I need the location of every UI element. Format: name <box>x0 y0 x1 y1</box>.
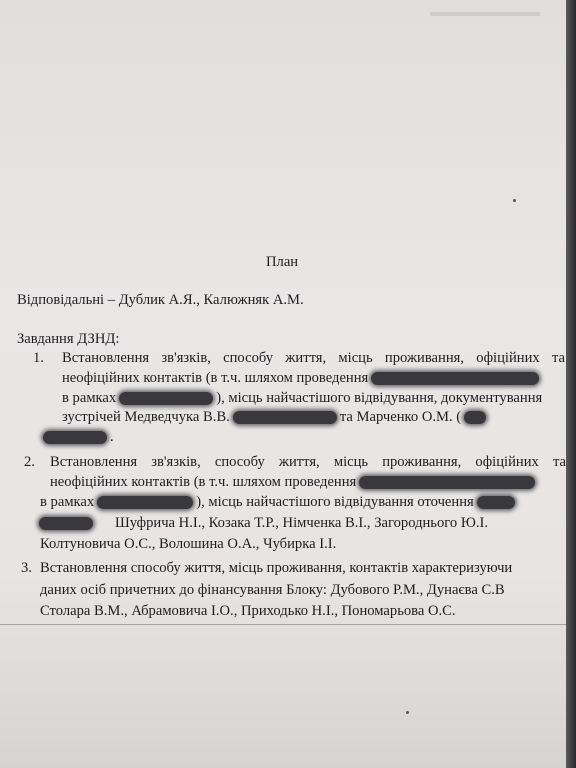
redaction-mark <box>97 496 193 509</box>
item-2-number: 2. <box>24 454 35 470</box>
item-1-number: 1. <box>33 350 44 366</box>
redaction-mark <box>43 431 107 444</box>
item-1-line-2-text: неофіційних контактів (в т.ч. шляхом проведення <box>62 370 369 386</box>
scan-artifact <box>430 12 540 16</box>
responsible-line: Відповідальні – Дублик А.Я., Калюжняк А.М. <box>17 292 304 308</box>
item-2-line-2-text: неофіційних контактів (в т.ч. шляхом проведення <box>50 474 357 490</box>
scan-speck <box>513 199 516 202</box>
tasks-heading: Завдання ДЗНД: <box>17 331 120 347</box>
item-3-line-2: даних осіб причетних до фінансування Блоку: Дубового Р.М., Дунаєва С.В <box>40 582 505 598</box>
item-1-line-3 <box>62 388 542 408</box>
item-1-line-5-text: . <box>110 429 114 445</box>
redaction-mark <box>477 496 515 509</box>
redaction-mark <box>233 411 337 424</box>
item-1-line-4-rest: та Марченко О.М. ( <box>339 409 462 425</box>
redaction-mark <box>371 372 539 385</box>
page-fold-line <box>0 624 566 625</box>
redaction-mark <box>464 411 486 424</box>
item-1-line-3-rest: ), місць найчастішого відвідування, документування <box>216 390 543 406</box>
item-2-line-5: Колтуновича О.С., Волошина О.А., Чубирка І.І. <box>40 536 337 552</box>
item-2-line-1: Встановлення зв'язків, способу життя, місць проживання, офіційних та <box>50 454 566 470</box>
item-1-line-4-text: зустрічей Медведчука В.В. <box>62 409 230 425</box>
item-1-line-1: Встановлення зв'язків, способу життя, місць проживання, офіційних та <box>62 350 565 366</box>
item-1-line-2 <box>62 368 542 388</box>
item-2-line-4-text: Шуфрича Н.І., Козака Т.Р., Німченка В.І., Загороднього Ю.І. <box>115 515 488 531</box>
item-1-line-4 <box>62 407 489 427</box>
item-1-line-3-text: в рамках <box>62 390 117 406</box>
page-edge-shadow <box>566 0 576 768</box>
item-2-line-3 <box>40 492 518 512</box>
item-3-line-3: Столара В.М., Абрамовича І.О., Приходько Н.І., Пономарьова О.С. <box>40 603 456 619</box>
item-2-line-3-text: в рамках <box>40 494 95 510</box>
redaction-mark <box>119 392 213 405</box>
item-3-line-1: Встановлення способу життя, місць проживання, контактів характеризуючи <box>40 560 513 576</box>
document-title: План <box>266 254 299 270</box>
scan-speck <box>406 711 409 714</box>
item-3-number: 3. <box>21 560 32 576</box>
item-2-line-2 <box>50 472 538 492</box>
item-2-line-3-rest: ), місць найчастішого відвідування оточення <box>196 494 474 510</box>
redaction-mark <box>39 517 93 530</box>
item-1-line-5 <box>40 427 114 447</box>
redaction-mark <box>359 476 535 489</box>
item-2-line-4 <box>36 513 488 533</box>
